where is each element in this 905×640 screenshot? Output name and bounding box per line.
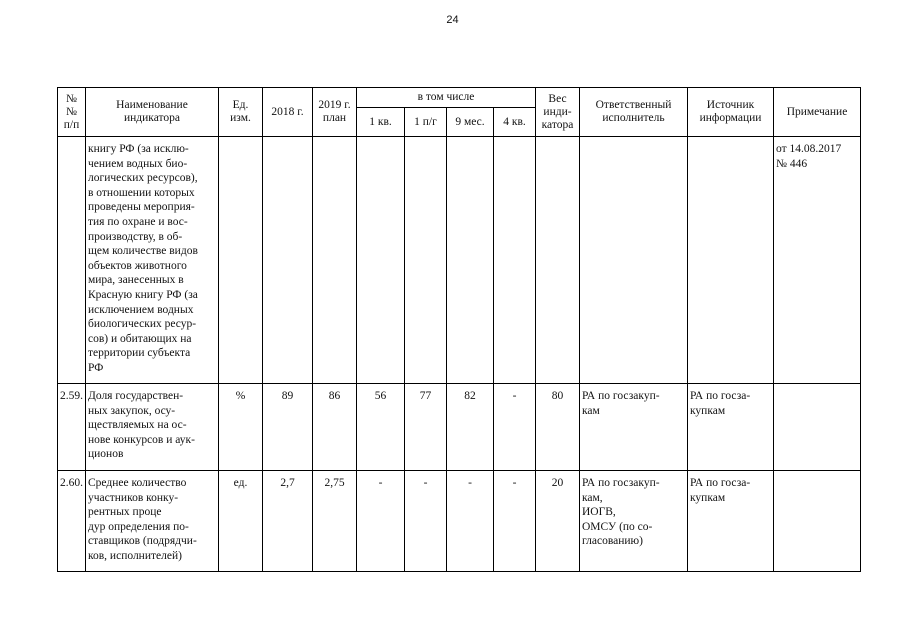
header-h1: 1 п/г bbox=[405, 108, 447, 137]
header-including: в том числе bbox=[357, 88, 536, 108]
row-2019: 86 bbox=[313, 384, 357, 471]
row-q4: - bbox=[494, 384, 536, 471]
row-q1: 56 bbox=[357, 384, 405, 471]
header-responsible: Ответственный исполнитель bbox=[580, 88, 688, 137]
row-2019: 2,75 bbox=[313, 471, 357, 572]
page-number: 24 bbox=[446, 14, 459, 26]
row-h1: - bbox=[405, 471, 447, 572]
indicators-table bbox=[57, 87, 861, 572]
row-q1 bbox=[357, 137, 405, 384]
row-q1: - bbox=[357, 471, 405, 572]
row-q4 bbox=[494, 137, 536, 384]
header-2018: 2018 г. bbox=[263, 88, 313, 137]
header-2019-plan: 2019 г. план bbox=[313, 88, 357, 137]
row-note: от 14.08.2017 № 446 bbox=[774, 137, 861, 384]
header-q4: 4 кв. bbox=[494, 108, 536, 137]
row-source: РА по госза- купкам bbox=[688, 384, 774, 471]
table-row bbox=[58, 384, 861, 471]
row-unit: ед. bbox=[219, 471, 263, 572]
table-row bbox=[58, 137, 861, 384]
row-9m: 82 bbox=[447, 384, 494, 471]
row-9m: - bbox=[447, 471, 494, 572]
row-responsible: РА по госзакуп- кам bbox=[580, 384, 688, 471]
row-9m bbox=[447, 137, 494, 384]
row-note bbox=[774, 384, 861, 471]
header-unit: Ед. изм. bbox=[219, 88, 263, 137]
row-h1: 77 bbox=[405, 384, 447, 471]
row-h1 bbox=[405, 137, 447, 384]
row-weight: 20 bbox=[536, 471, 580, 572]
row-source: РА по госза- купкам bbox=[688, 471, 774, 572]
row-indicator-name: Доля государствен- ных закупок, осу- ществляемых на ос- нове конкурсов и аук- ционов bbox=[86, 384, 219, 471]
row-responsible bbox=[580, 137, 688, 384]
header-num: № № п/п bbox=[58, 88, 86, 137]
row-2019 bbox=[313, 137, 357, 384]
header-9m: 9 мес. bbox=[447, 108, 494, 137]
row-unit: % bbox=[219, 384, 263, 471]
row-2018: 2,7 bbox=[263, 471, 313, 572]
header-q1: 1 кв. bbox=[357, 108, 405, 137]
row-weight bbox=[536, 137, 580, 384]
row-q4: - bbox=[494, 471, 536, 572]
header-source: Источник информации bbox=[688, 88, 774, 137]
row-num: 2.59. bbox=[58, 384, 86, 471]
row-indicator-name: Среднее количество участников конку- рентных проце дур определения по- ставщиков (подрядчи- ков, исполнителей) bbox=[86, 471, 219, 572]
table-row bbox=[58, 471, 861, 572]
row-responsible: РА по госзакуп- кам, ИОГВ, ОМСУ (по со- гласованию) bbox=[580, 471, 688, 572]
header-weight: Вес инди- катора bbox=[536, 88, 580, 137]
row-note bbox=[774, 471, 861, 572]
header-indicator-name: Наименование индикатора bbox=[86, 88, 219, 137]
row-2018 bbox=[263, 137, 313, 384]
row-2018: 89 bbox=[263, 384, 313, 471]
row-weight: 80 bbox=[536, 384, 580, 471]
row-unit bbox=[219, 137, 263, 384]
row-num: 2.60. bbox=[58, 471, 86, 572]
row-source bbox=[688, 137, 774, 384]
row-indicator-name: книгу РФ (за исклю- чением водных био- логических ресурсов), в отношении которых проведены мероприя- тия по охране и вос- производству, в об- щем количестве видов объектов животного мира, занесенных в Красную книгу РФ (за исключением водных биологических ресур- сов) и обитающих на территории субъекта РФ bbox=[86, 137, 219, 384]
row-num bbox=[58, 137, 86, 384]
header-note: Примечание bbox=[774, 88, 861, 137]
